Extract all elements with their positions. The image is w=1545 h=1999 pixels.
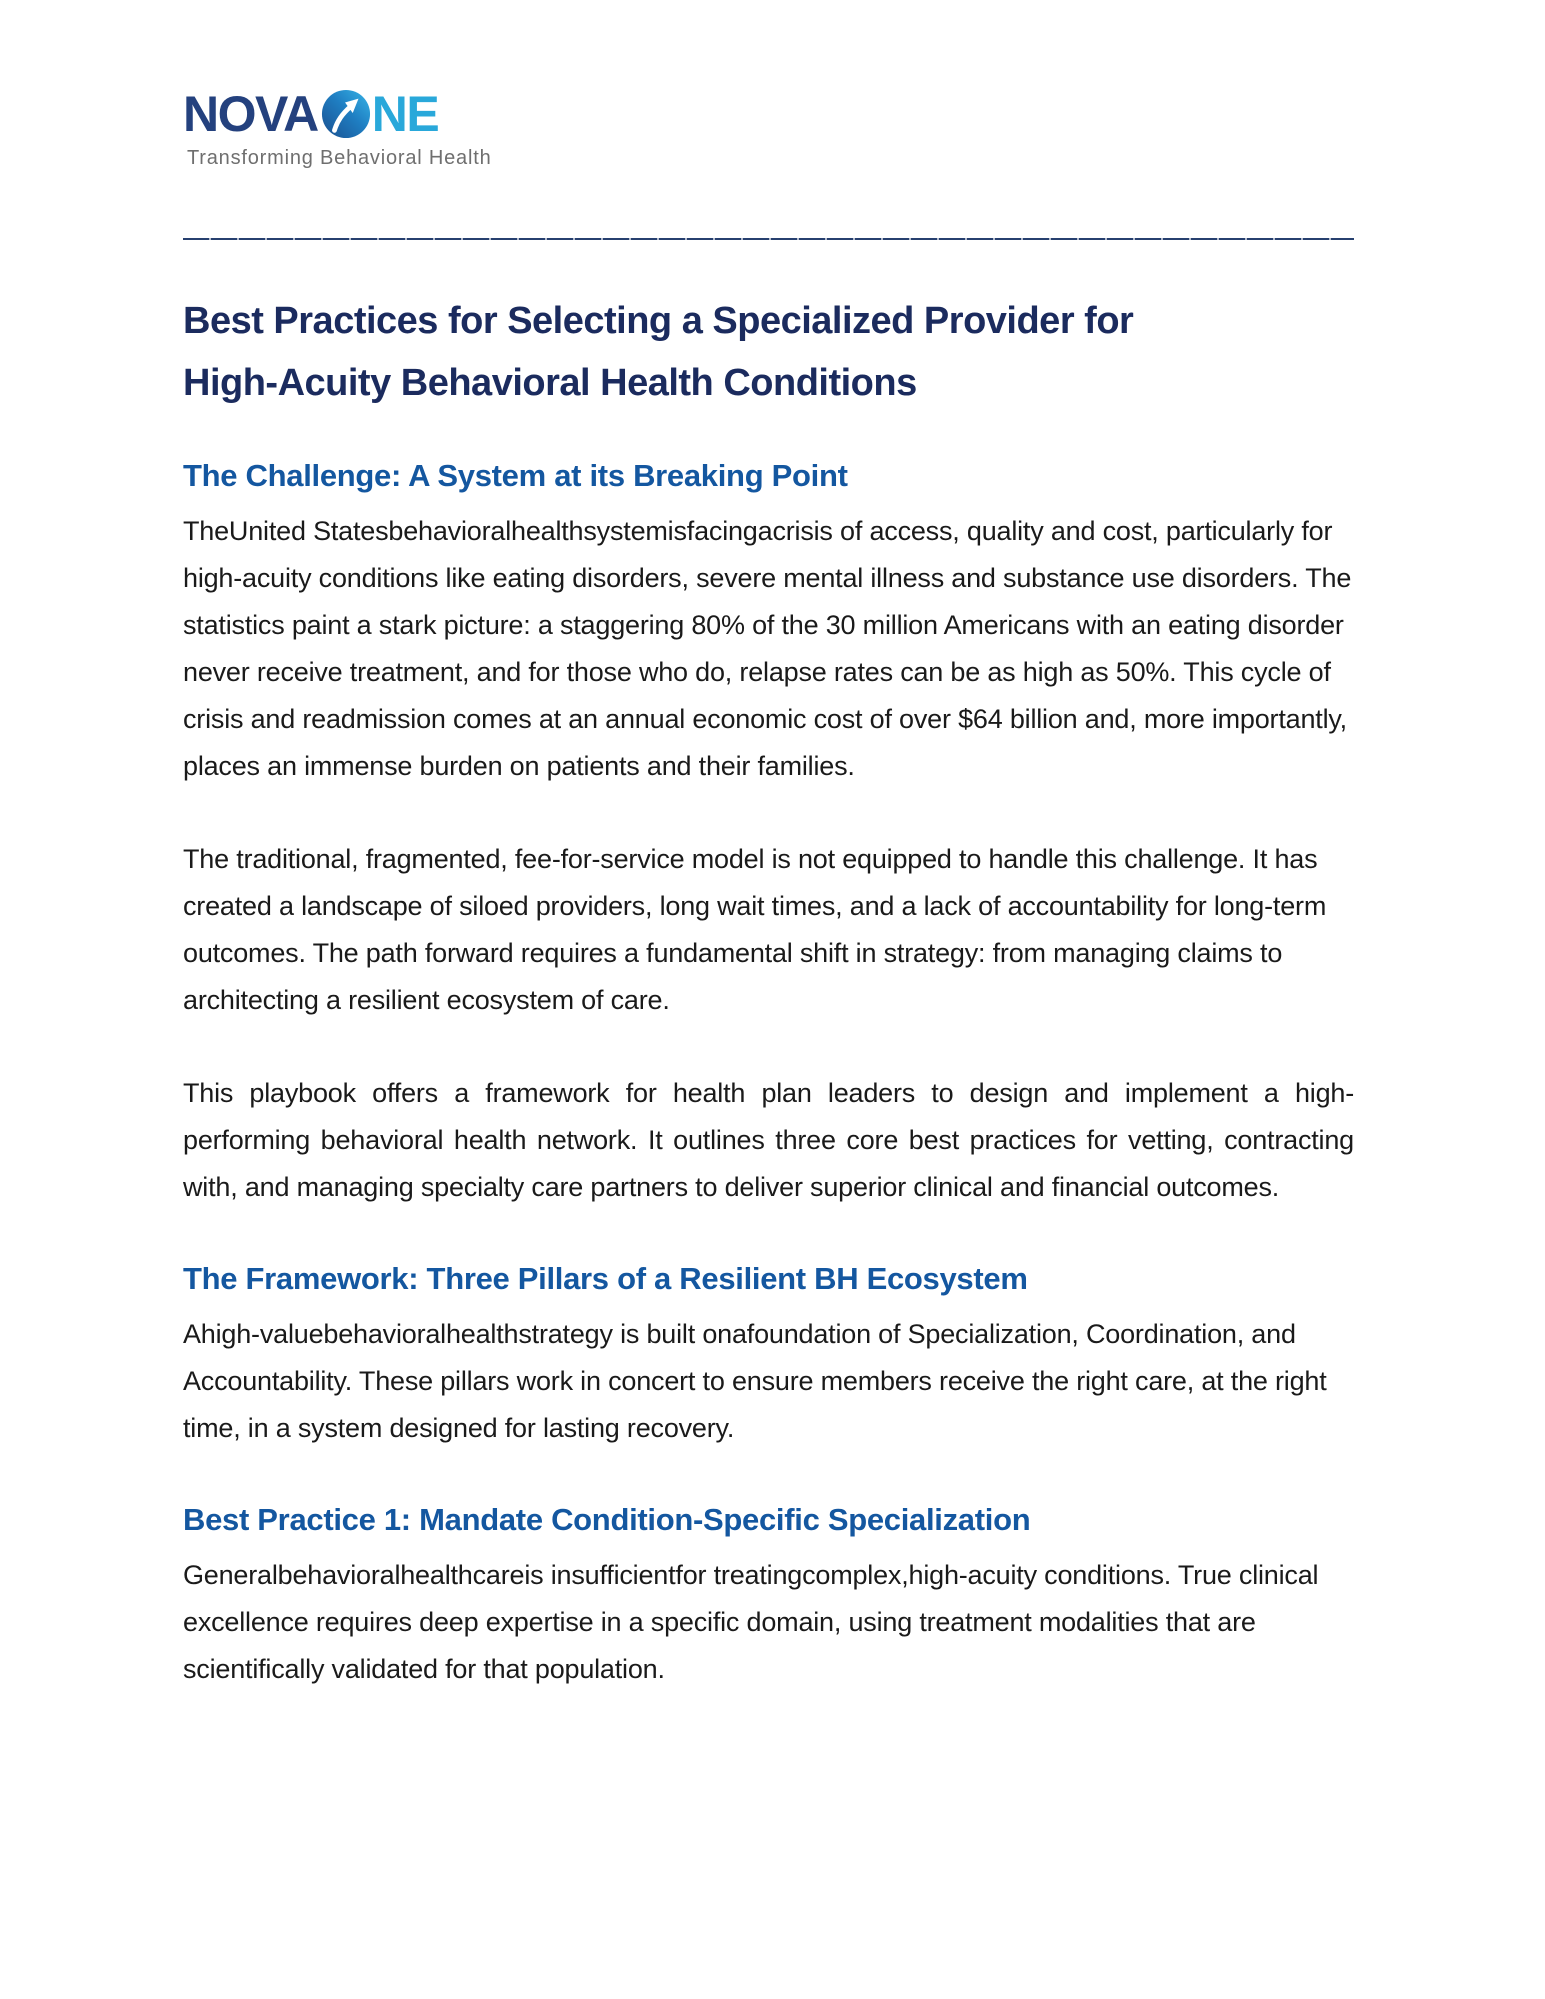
- divider-line: [183, 238, 1354, 240]
- novaone-wordmark: [183, 88, 1355, 140]
- novaone-logo: [183, 88, 1355, 170]
- paragraph-crisis-statistics: TheUnited Statesbehavioralhealthsystemisfacingacrisis of access, quality and cost, particularly for high-acuity conditions like eating disorders, severe mental illness and substance use disorders. The statistics paint a stark picture: a staggering 80% of the 30 million Americans with an eating disorder never receive treatment, and for those who do, relapse rates can be as high as 50%. This cycle of crisis and readmission comes at an annual economic cost of over $64 billion and, more importantly, places an immense burden on patients and their families.: [183, 516, 1352, 781]
- document-title-line1: Best Practices for Selecting a Specialized Provider for: [183, 300, 1134, 342]
- paragraph-traditional-model: The traditional, fragmented, fee-for-service model is not equipped to handle this challenge. It has created a landscape of siloed providers, long wait times, and a lack of accountability for long-term outcomes. The path forward requires a fundamental shift in strategy: from managing claims to architecting a resilient ecosystem of care.: [183, 844, 1327, 1015]
- globe-arrow-icon: [321, 89, 371, 139]
- paragraph-playbook-overview: This playbook offers a framework for health plan leaders to design and implement a high-performing behavioral health network. It outlines three core best practices for vetting, contracting with, and managing specialty care partners to deliver superior clinical and financial outcomes.: [183, 1078, 1354, 1202]
- paragraph-three-pillars: Ahigh-valuebehavioralhealthstrategy is built onafoundation of Specialization, Coordination, and Accountability. These pillars work in concert to ensure members receive the right care, at the right time, in a system designed for lasting recovery.: [183, 1319, 1327, 1443]
- brand-text-ne: NE: [371, 86, 439, 142]
- section-heading-challenge: The Challenge: A System at its Breaking Point: [183, 458, 848, 493]
- document-title: [183, 290, 1355, 414]
- section-heading-best-practice-1: Best Practice 1: Mandate Condition-Specific Specialization: [183, 1502, 1031, 1537]
- logo-tagline: Transforming Behavioral Health: [187, 147, 492, 169]
- paragraph-specialization: Generalbehavioralhealthcareis insufficientfor treatingcomplex,high-acuity conditions. True clinical excellence requires deep expertise in a specific domain, using treatment modalities that are scientifically validated for that population.: [183, 1560, 1319, 1684]
- section-heading-framework: The Framework: Three Pillars of a Resilient BH Ecosystem: [183, 1261, 1028, 1296]
- brand-text-nova: NOVA: [183, 86, 318, 142]
- document-title-line2: High-Acuity Behavioral Health Conditions: [183, 362, 917, 404]
